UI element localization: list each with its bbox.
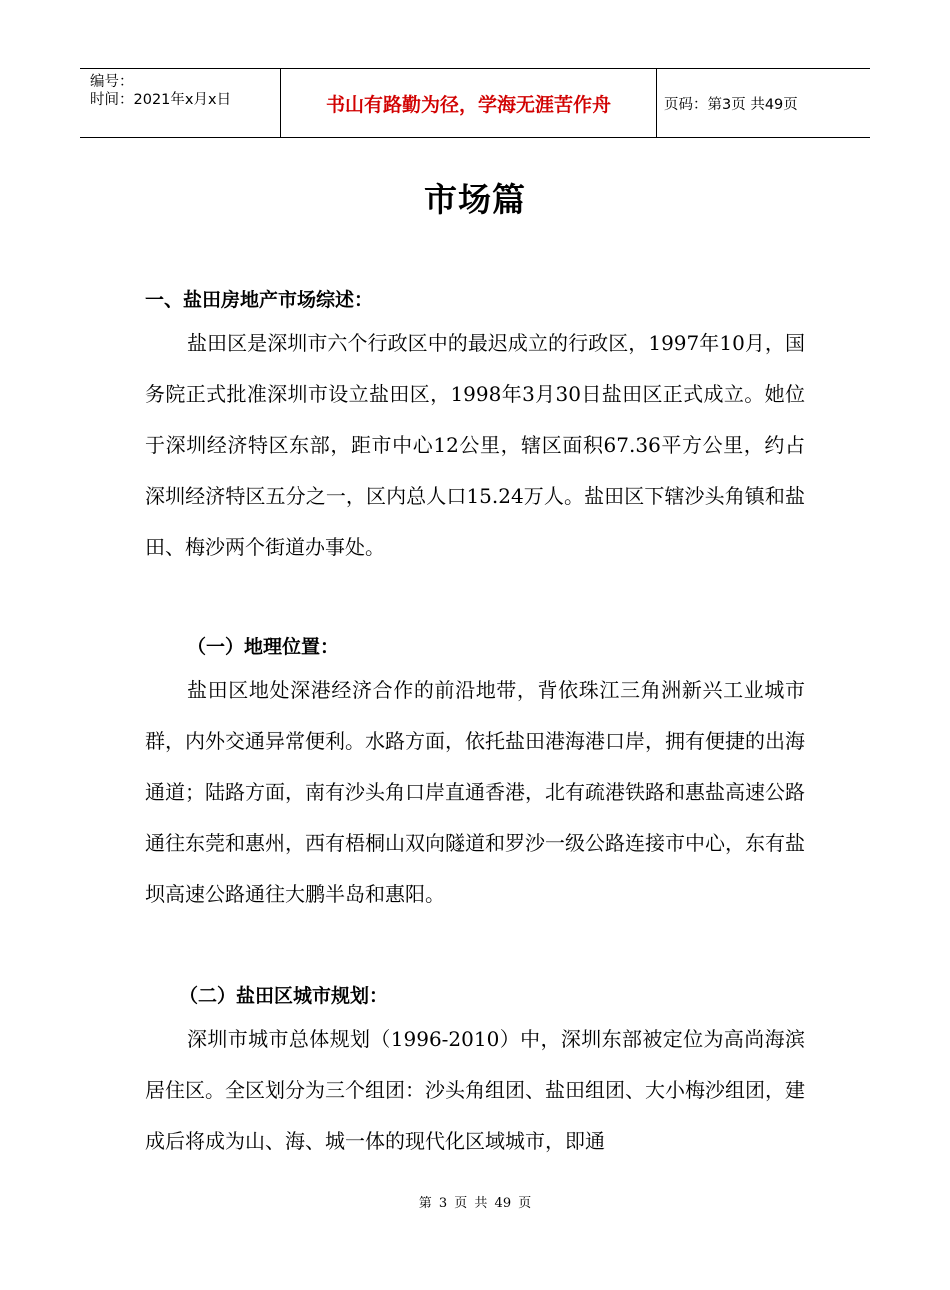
section-paragraph-planning: 深圳市城市总体规划（1996-2010）中，深圳东部被定位为高尚海滨居住区。全区划分为三个组团：沙头角组团、盐田组团、大小梅沙组团，建成后将成为山、海、城一体的现代化区域城市，即通 — [145, 1027, 805, 1153]
page-footer: 第 3 页 共 49 页 — [418, 1196, 532, 1211]
page-header — [80, 68, 870, 138]
document-date: 时间：2021年x月x日 — [90, 92, 232, 108]
document-number-label: 编号： — [90, 74, 134, 90]
section-paragraph-overview: 盐田区是深圳市六个行政区中的最迟成立的行政区，1997年10月，国务院正式批准深圳市设立盐田区，1998年3月30日盐田区正式成立。她位于深圳经济特区东部，距市中心12公里，辖区面积67.36平方公里，约占深圳经济特区五分之一，区内总人口15.24万人。盐田区下辖沙头角镇和盐田、梅沙两个街道办事处。 — [145, 331, 805, 559]
page-title: 市场篇 — [424, 180, 526, 219]
section-heading-planning: （二）盐田区城市规划： — [179, 985, 389, 1007]
header-page-info: 页码：第3页 共49页 — [664, 96, 798, 113]
section-paragraph-location: 盐田区地处深港经济合作的前沿地带，背依珠江三角洲新兴工业城市群，内外交通异常便利。水路方面，依托盐田港海港口岸，拥有便捷的出海通道；陆路方面，南有沙头角口岸直通香港，北有疏港铁路和惠盐高速公路通往东莞和惠州，西有梧桐山双向隧道和罗沙一级公路连接市中心，东有盐坝高速公路通往大鹏半岛和惠阳。 — [145, 678, 805, 906]
header-motto: 书山有路勤为径，学海无涯苦作舟 — [281, 69, 657, 137]
section-heading-location: （一）地理位置： — [187, 636, 340, 658]
section-heading-overview: 一、盐田房地产市场综述： — [145, 289, 374, 311]
header-meta — [80, 69, 281, 137]
